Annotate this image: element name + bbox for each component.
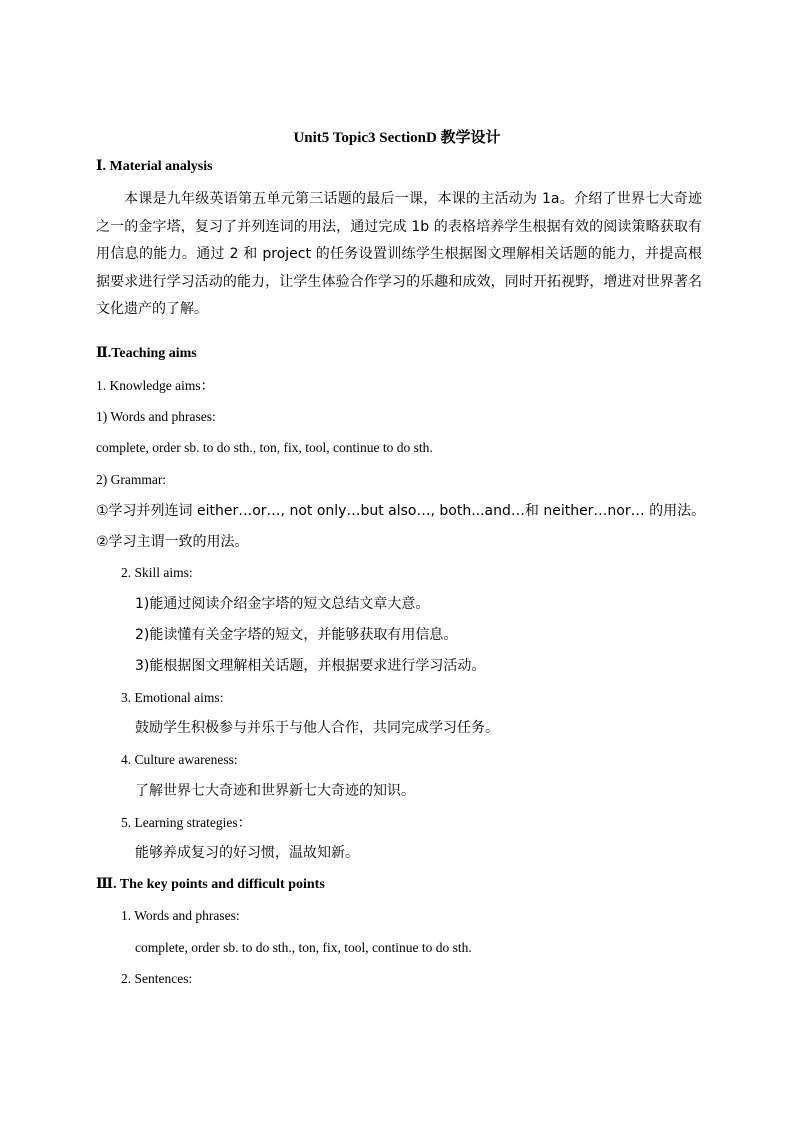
emotional-aims-label: 3. Emotional aims:	[121, 690, 224, 705]
section-heading-aims: Ⅱ.Teaching aims	[96, 346, 197, 361]
material-paragraph: 本课是九年级英语第五单元第三话题的最后一课，本课的主活动为 1a。介绍了世界七大奇迹之一的金字塔，复习了并列连词的用法，通过完成 1b 的表格培养学生根据有效的阅读策略获取有用信息的能力。通过 2 和 project 的任务设置训练学生根据图文理解相关话题的能力，并提高根据要求进行学习活动的能力，让学生体验合作学习的乐趣和成效，同时开拓视野，增进对世界著名文化遗产的了解。	[96, 191, 702, 317]
section-heading-key-points: Ⅲ. The key points and difficult points	[96, 877, 325, 892]
grammar-item-2: ②学习主谓一致的用法。	[96, 534, 249, 550]
skill-aims-label: 2. Skill aims:	[121, 565, 193, 580]
words-phrases-label: 1) Words and phrases:	[96, 409, 216, 424]
culture-awareness-text: 了解世界七大奇迹和世界新七大奇迹的知识。	[135, 783, 415, 799]
sentences-label: 2. Sentences:	[121, 971, 193, 986]
section-heading-material: Ⅰ. Material analysis	[96, 159, 213, 174]
words-phrases-list: complete, order sb. to do sth., ton, fix, tool, continue to do sth.	[96, 440, 433, 455]
culture-awareness-label: 4. Culture awareness:	[121, 752, 238, 767]
skill-item-2: 2)能读懂有关金字塔的短文，并能够获取有用信息。	[135, 627, 458, 643]
grammar-label: 2) Grammar:	[96, 472, 167, 487]
document-title: Unit5 Topic3 SectionD 教学设计	[293, 130, 501, 146]
skill-item-3: 3)能根据图文理解相关话题，并根据要求进行学习活动。	[135, 658, 486, 674]
knowledge-aims-label: 1. Knowledge aims：	[96, 378, 215, 393]
learning-strategies-text: 能够养成复习的好习惯，温故知新。	[135, 845, 359, 861]
grammar-item-1: ①学习并列连词 either…or…, not only…but also…, both...and…和 neither…nor… 的用法。	[96, 503, 706, 519]
key-words-label: 1. Words and phrases:	[121, 908, 240, 923]
skill-item-1: 1)能通过阅读介绍金字塔的短文总结文章大意。	[135, 596, 430, 612]
emotional-aims-text: 鼓励学生积极参与并乐于与他人合作，共同完成学习任务。	[135, 720, 499, 736]
key-words-list: complete, order sb. to do sth., ton, fix, tool, continue to do sth.	[135, 940, 472, 955]
learning-strategies-label: 5. Learning strategies：	[121, 815, 252, 830]
